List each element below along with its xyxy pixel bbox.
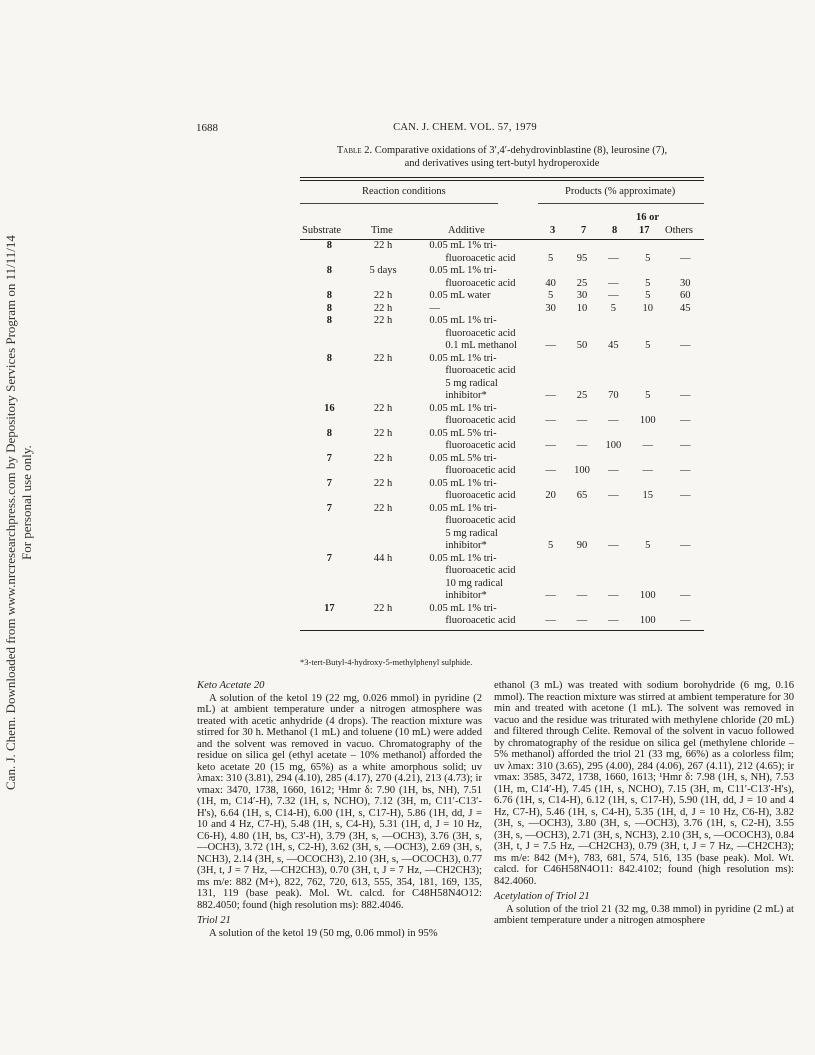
cell-time: 22 h <box>373 427 393 439</box>
additive-line: fluoroacetic acid <box>445 252 516 264</box>
cell-time: 22 h <box>373 302 393 314</box>
cell-product-7: 25 <box>576 390 588 401</box>
additive-line: 0.05 mL 1% tri- <box>429 602 497 614</box>
table-row <box>300 290 704 303</box>
cell-product-16-17: 5 <box>645 277 651 289</box>
table-body <box>300 240 704 628</box>
triol-paragraph-start: A solution of the ketol 19 (50 mg, 0.06 mmol) in 95% <box>209 927 438 939</box>
section-heading-keto-acetate: Keto Acetate 20 <box>197 680 265 691</box>
cell-product-7: 30 <box>576 290 588 301</box>
cell-product-7: — <box>576 615 588 626</box>
cell-product-8: — <box>608 277 619 289</box>
cell-product-3: 5 <box>547 290 554 301</box>
acetylation-paragraph: A solution of the triol 21 (32 mg, 0.38 mmol) in pyridine (2 mL) at ambient temperature under a nitrogen atmosphere <box>494 903 794 926</box>
col-17: 17 <box>639 225 650 236</box>
cell-substrate: 16 <box>324 402 335 414</box>
col-16: 16 or <box>636 212 660 223</box>
cell-product-3: — <box>545 465 556 476</box>
cell-product-3: 5 <box>547 540 554 551</box>
additive-line: fluoroacetic acid <box>445 277 516 289</box>
cell-time: 44 h <box>373 552 393 564</box>
cell-product-8: — <box>608 490 619 501</box>
cell-time: 22 h <box>373 502 393 514</box>
right-text-column <box>494 680 794 927</box>
cell-product-8: 45 <box>608 340 619 351</box>
col-3: 3 <box>550 225 556 236</box>
cell-others: — <box>679 252 691 264</box>
cell-product-16-17: 5 <box>645 540 651 551</box>
additive-line: 0.05 mL 5% tri- <box>429 427 497 439</box>
col-time: Time <box>371 225 393 236</box>
table-footnote: *3-tert-Butyl-4-hydroxy-5-methylphenyl sulphide. <box>300 657 473 667</box>
additive-line: fluoroacetic acid <box>445 515 516 526</box>
cell-substrate: 8 <box>326 265 332 276</box>
cell-product-8: 70 <box>608 390 619 401</box>
cell-others: 30 <box>679 277 691 289</box>
table-label: Table 2. <box>336 145 373 156</box>
additive-line: 0.1 mL methanol <box>445 340 517 351</box>
cell-product-8: 100 <box>605 440 622 451</box>
cell-additive <box>407 353 535 403</box>
cell-product-3: 20 <box>545 490 556 501</box>
cell-substrate: 7 <box>326 502 332 514</box>
cell-substrate: 8 <box>326 352 332 364</box>
table-row <box>300 403 704 428</box>
cell-additive <box>407 265 535 290</box>
cell-product-16-17: 100 <box>639 415 656 426</box>
cell-additive <box>407 403 535 428</box>
cell-product-16-17: 100 <box>639 615 656 626</box>
cell-product-7: — <box>576 415 588 426</box>
table-row <box>300 503 704 553</box>
additive-line: 0.05 mL 1% tri- <box>429 477 497 489</box>
cell-substrate: 8 <box>326 240 332 251</box>
cell-substrate: 8 <box>326 427 332 439</box>
additive-line: 0.05 mL 1% tri- <box>429 315 497 326</box>
cell-product-8: — <box>608 465 619 476</box>
additive-line: — <box>429 302 440 314</box>
additive-line: 5 mg radical <box>445 527 498 539</box>
cell-additive <box>407 453 535 478</box>
additive-line: fluoroacetic acid <box>445 415 516 426</box>
additive-line: 0.05 mL 1% tri- <box>429 402 497 414</box>
table-row <box>300 553 704 603</box>
cell-product-16-17: 10 <box>642 302 653 314</box>
group-reaction-conditions: Reaction conditions <box>362 186 446 197</box>
cell-product-16-17: — <box>642 440 653 451</box>
additive-line: 0.05 mL water <box>429 290 491 301</box>
cell-product-7: 50 <box>576 340 588 351</box>
cell-others: — <box>679 615 691 626</box>
cell-product-3: — <box>545 615 556 626</box>
cell-additive <box>407 553 535 603</box>
cell-others: — <box>679 465 691 476</box>
cell-additive <box>407 428 535 453</box>
running-title: CAN. J. CHEM. VOL. 57, 1979 <box>393 122 537 133</box>
cell-product-3: — <box>545 390 556 401</box>
cell-product-3: — <box>545 415 556 426</box>
comparative-oxidations-table <box>300 177 704 631</box>
cell-product-7: 25 <box>576 277 588 289</box>
cell-time: 22 h <box>373 452 393 464</box>
table-row <box>300 603 704 628</box>
cell-time: 22 h <box>373 402 393 414</box>
caption-line-2: and derivatives using tert-butyl hydroperoxide <box>404 158 600 169</box>
cell-product-3: — <box>545 340 556 351</box>
cell-substrate: 8 <box>326 290 332 301</box>
group-products: Products (% approximate) <box>565 186 676 197</box>
col-7: 7 <box>581 225 587 236</box>
cell-substrate: 17 <box>324 602 335 614</box>
table-row <box>300 315 704 353</box>
cell-product-7: 95 <box>576 252 588 264</box>
cell-time: 22 h <box>373 602 393 614</box>
column-header-row <box>300 209 704 239</box>
additive-line: inhibitor* <box>445 390 487 401</box>
additive-line: 0.05 mL 5% tri- <box>429 452 497 464</box>
cell-product-16-17: — <box>642 465 653 476</box>
additive-line: 5 mg radical <box>445 377 498 389</box>
cell-product-7: — <box>576 590 588 601</box>
table-row <box>300 453 704 478</box>
table-row <box>300 478 704 503</box>
additive-line: fluoroacetic acid <box>445 440 516 451</box>
cell-product-8: — <box>608 590 619 601</box>
col-others: Others <box>665 225 693 236</box>
cell-product-16-17: 5 <box>645 252 651 264</box>
cell-product-7: 10 <box>576 302 588 314</box>
cell-product-8: — <box>608 415 619 426</box>
cell-additive <box>407 240 535 265</box>
additive-line: fluoroacetic acid <box>445 365 516 376</box>
cell-product-16-17: 15 <box>642 490 653 501</box>
additive-line: 0.05 mL 1% tri- <box>429 240 497 251</box>
cell-others: — <box>679 415 691 426</box>
cell-additive <box>407 603 535 628</box>
cell-product-16-17: 5 <box>645 390 651 401</box>
cell-additive <box>407 315 535 353</box>
left-text-column <box>197 680 482 939</box>
caption-line-1: Comparative oxidations of 3′,4′-dehydrovinblastine (8), leurosine (7), <box>374 145 668 156</box>
additive-line: fluoroacetic acid <box>445 327 516 339</box>
cell-product-3: 5 <box>547 252 554 264</box>
cell-product-16-17: 5 <box>645 290 651 301</box>
table-group-header <box>300 181 704 203</box>
cell-product-16-17: 5 <box>645 340 651 351</box>
cell-additive <box>407 503 535 553</box>
watermark-line-2: For personal use only. <box>19 445 34 560</box>
additive-line: inhibitor* <box>445 540 487 551</box>
cell-time: 22 h <box>373 290 393 301</box>
cell-product-8: — <box>608 290 619 301</box>
watermark-line-1: Can. J. Chem. Downloaded from www.nrcresearchpress.com by Depository Services Program on 11/11/14 <box>3 235 18 790</box>
cell-product-8: — <box>608 615 619 626</box>
page-number: 1688 <box>196 122 218 134</box>
additive-line: fluoroacetic acid <box>445 565 516 576</box>
cell-substrate: 7 <box>326 452 332 464</box>
section-heading-triol: Triol 21 <box>197 915 231 926</box>
cell-product-3: — <box>545 590 556 601</box>
cell-time: 22 h <box>373 477 393 489</box>
additive-line: 0.05 mL 1% tri- <box>429 352 497 364</box>
cell-additive <box>407 303 535 316</box>
table-row <box>300 303 704 316</box>
additive-line: fluoroacetic acid <box>445 490 516 501</box>
additive-line: 0.05 mL 1% tri- <box>429 552 497 564</box>
table-row <box>300 428 704 453</box>
cell-others: — <box>679 340 691 351</box>
table-row <box>300 353 704 403</box>
cell-substrate: 8 <box>326 315 332 326</box>
cell-product-7: 90 <box>576 540 588 551</box>
cell-others: — <box>679 540 691 551</box>
cell-substrate: 8 <box>326 302 332 314</box>
additive-line: 0.05 mL 1% tri- <box>429 265 497 276</box>
cell-time: 22 h <box>373 315 393 326</box>
table-row <box>300 240 704 265</box>
table-bottom-rule <box>300 630 704 631</box>
cell-product-8: — <box>608 252 619 264</box>
cell-product-7: — <box>576 440 588 451</box>
cell-others: — <box>679 440 691 451</box>
cell-product-3: 40 <box>545 277 556 289</box>
keto-acetate-paragraph: A solution of the ketol 19 (22 mg, 0.026 mmol) in pyridine (2 mL) at ambient temperature under a nitrogen atmosphere was treated with acetic anhydride (4 drops). The reaction mixture was stirred for 30 h. Methanol (1 mL) and toluene (10 mL) were added and the solvent was removed in vacuo. Chromatography of the residue on silica gel (ethyl acetate – 10% methanol) afforded the keto acetate 20 (15 mg, 65%) as a white amorphous solid; uv λmax: 310 (3.81), 294 (4.10), 285 (4.17), 270 (4.21), 213 (4.73); ir νmax: 3470, 1738, 1660, 1612; ¹Hmr δ: 7.90 (1H, bs, NH), 7.51 (1H, m, C14′-H), 7.32 (1H, s, NCHO), 7.12 (3H, m, C11′-C13′-H's), 6.64 (1H, s, C14-H), 6.00 (1H, s, C17-H), 5.86 (1H, dd, J = 10 and 4 Hz, C7-H), 5.48 (1H, s, C4-H), 5.31 (1H, d, J = 10 Hz, C6-H), 4.80 (1H, bs, C3′-H), 3.79 (3H, s, —OCH3), 3.76 (3H, s, —OCH3), 3.72 (1H, s, C2-H), 3.62 (3H, s, —OCH3), 2.69 (3H, s, NCH3), 2.14 (3H, s, —OCOCH3), 2.10 (3H, s, —OCOCH3), 0.77 (3H, t, J = 7 Hz, —CH2CH3), 0.70 (3H, t, J = 7 Hz, —CH2CH3); ms m/e: 882 (M+), 822, 762, 720, 613, 555, 354, 181, 169, 135, 131, 119 (base peak). Mol. Wt. calcd. for C48H58N4O12: 882.4050; found (high resolution ms): 882.4046. <box>197 692 482 911</box>
table-caption <box>300 144 704 170</box>
additive-line: 0.05 mL 1% tri- <box>429 502 497 514</box>
col-substrate: Substrate <box>302 225 342 236</box>
cell-additive <box>407 290 535 303</box>
additive-line: fluoroacetic acid <box>445 465 516 476</box>
cell-product-16-17: 100 <box>639 590 656 601</box>
download-watermark <box>2 230 34 790</box>
cell-product-3: — <box>545 440 556 451</box>
cell-others: — <box>679 390 691 401</box>
cell-time: 22 h <box>373 352 393 364</box>
cell-product-7: 100 <box>574 465 590 476</box>
col-additive: Additive <box>448 225 485 236</box>
additive-line: fluoroacetic acid <box>445 615 516 626</box>
cell-others: 45 <box>679 302 691 314</box>
cell-others: — <box>679 490 691 501</box>
cell-substrate: 7 <box>326 552 332 564</box>
col-8: 8 <box>612 225 618 236</box>
table-row <box>300 265 704 290</box>
additive-line: inhibitor* <box>445 590 487 601</box>
cell-product-8: 5 <box>610 302 616 314</box>
cell-product-7: 65 <box>576 490 588 501</box>
cell-time: 5 days <box>369 265 397 276</box>
additive-line: 10 mg radical <box>445 577 504 589</box>
triol-paragraph-cont: ethanol (3 mL) was treated with sodium borohydride (6 mg, 0.16 mmol). The reaction mixture was stirred at ambient temperature for 30 min and treated with acetone (1 mL). The solvent was removed in vacuo and the residue was triturated with methylene chloride (20 mL) and filtered through Celite. Removal of the solvent in vacuo followed by chromatography of the residue on silica gel (methylene chloride – 5% methanol) afforded the triol 21 (33 mg, 66%) as a colorless film; uv λmax: 310 (3.65), 295 (4.00), 284 (4.06), 267 (4.11), 212 (4.65); ir νmax: 3585, 3472, 1738, 1660, 1613; ¹Hmr δ: 7.98 (1H, s, NH), 7.53 (1H, m, C14′-H), 7.45 (1H, s, NCHO), 7.15 (3H, m, C11′-C13′-H's), 6.76 (1H, s, C14-H), 6.12 (1H, s, C17-H), 5.90 (1H, dd, J = 10 and 4 Hz, C7-H), 5.46 (1H, s, C4-H), 5.35 (1H, d, J = 10 Hz, C6-H), 3.82 (3H, s, —OCH3), 3.80 (3H, s, —OCH3), 3.76 (1H, s, C2-H), 3.55 (3H, s, —OCH3), 2.71 (3H, s, NCH3), 2.10 (3H, s, —OCOCH3), 0.84 (3H, t, J = 7.5 Hz, —CH2CH3), 0.79 (3H, t, J = 7 Hz, —CH2CH3); ms m/e: 842 (M+), 783, 681, 574, 516, 135 (base peak). Mol. Wt. calcd. for C46H58N4O11: 842.4102; found (high resolution ms): 842.4060. <box>494 680 794 887</box>
cell-others: 60 <box>679 290 691 301</box>
cell-additive <box>407 478 535 503</box>
cell-product-3: 30 <box>545 302 556 314</box>
cell-substrate: 7 <box>326 477 332 489</box>
cell-others: — <box>679 590 691 601</box>
cell-time: 22 h <box>373 240 393 251</box>
section-heading-acetylation: Acetylation of Triol 21 <box>494 891 590 902</box>
cell-product-8: — <box>608 540 619 551</box>
